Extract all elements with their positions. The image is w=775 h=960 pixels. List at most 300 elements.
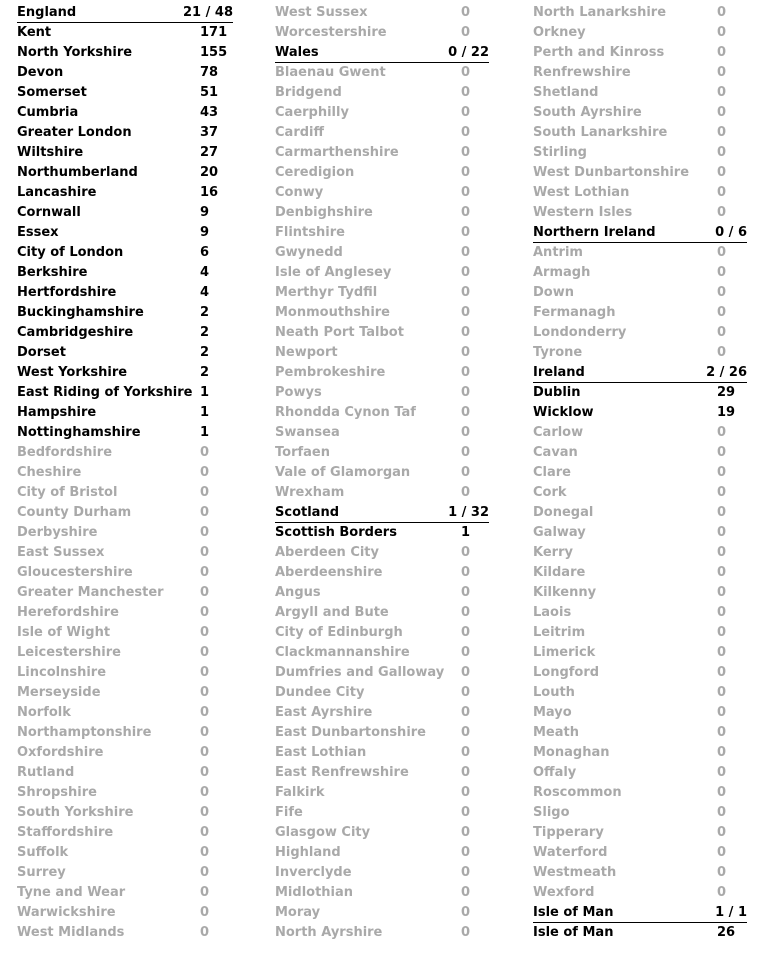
county-count: 0 (200, 445, 210, 460)
county-count: 0 (717, 425, 727, 440)
county-row (17, 803, 233, 823)
county-name: Northamptonshire (17, 725, 152, 740)
county-count: 0 (717, 305, 727, 320)
county-name: Kerry (533, 545, 573, 560)
county-row (17, 743, 233, 763)
county-row (533, 803, 747, 823)
county-count: 0 (461, 465, 471, 480)
county-count: 4 (200, 265, 210, 280)
county-row (275, 703, 489, 723)
county-count: 0 (717, 205, 727, 220)
county-row (17, 623, 233, 643)
county-row (533, 563, 747, 583)
region-column-2 (275, 3, 489, 943)
county-name: West Lothian (533, 185, 630, 200)
county-name: South Ayrshire (533, 105, 642, 120)
region-header-row (275, 43, 489, 63)
county-name: Flintshire (275, 225, 345, 240)
county-name: Warwickshire (17, 905, 116, 920)
county-name: Cheshire (17, 465, 82, 480)
county-name: City of Edinburgh (275, 625, 403, 640)
county-count: 9 (200, 225, 210, 240)
county-row (275, 483, 489, 503)
county-name: Cardiff (275, 125, 325, 140)
county-count: 0 (717, 865, 727, 880)
county-count: 0 (717, 525, 727, 540)
county-count: 0 (461, 785, 471, 800)
county-name: Leicestershire (17, 645, 121, 660)
county-name: Fife (275, 805, 303, 820)
county-row (275, 423, 489, 443)
region-total: 0 / 6 (715, 225, 747, 240)
county-count: 171 (200, 25, 228, 40)
county-name: East Sussex (17, 545, 105, 560)
county-name: Newport (275, 345, 338, 360)
county-row (533, 3, 747, 23)
county-row (275, 143, 489, 163)
county-row (275, 283, 489, 303)
county-name: Merseyside (17, 685, 101, 700)
county-name: Shropshire (17, 785, 97, 800)
county-name: Cambridgeshire (17, 325, 134, 340)
county-name: Isle of Man (533, 925, 614, 940)
county-name: East Dunbartonshire (275, 725, 426, 740)
county-row (17, 223, 233, 243)
county-row (533, 323, 747, 343)
region-total: 1 / 32 (448, 505, 489, 520)
county-count: 0 (461, 125, 471, 140)
county-row (533, 503, 747, 523)
county-row (275, 603, 489, 623)
county-count: 1 (200, 405, 210, 420)
county-name: East Lothian (275, 745, 367, 760)
county-name: Isle of Anglesey (275, 265, 392, 280)
county-row (275, 263, 489, 283)
county-name: Rhondda Cynon Taf (275, 405, 416, 420)
county-name: Glasgow City (275, 825, 371, 840)
county-count: 0 (461, 405, 471, 420)
county-count: 0 (461, 565, 471, 580)
county-row (275, 23, 489, 43)
county-name: Clare (533, 465, 571, 480)
county-count: 0 (461, 825, 471, 840)
county-row (275, 463, 489, 483)
county-count: 0 (461, 145, 471, 160)
county-name: Gloucestershire (17, 565, 133, 580)
region-total: 0 / 22 (448, 45, 489, 60)
county-name: Berkshire (17, 265, 88, 280)
county-count: 4 (200, 285, 210, 300)
county-count: 0 (200, 465, 210, 480)
county-name: Greater London (17, 125, 132, 140)
county-count: 2 (200, 345, 210, 360)
county-count: 0 (461, 65, 471, 80)
county-name: Offaly (533, 765, 577, 780)
county-row (275, 903, 489, 923)
county-count: 0 (461, 205, 471, 220)
region-total: 2 / 26 (706, 365, 747, 380)
county-row (17, 643, 233, 663)
county-count: 0 (461, 745, 471, 760)
county-row (275, 243, 489, 263)
county-row (533, 843, 747, 863)
county-count: 0 (461, 725, 471, 740)
county-count: 29 (717, 385, 736, 400)
county-name: Monmouthshire (275, 305, 391, 320)
county-name: Londonderry (533, 325, 627, 340)
region-total: 21 / 48 (183, 5, 233, 20)
county-count: 0 (461, 265, 471, 280)
county-row (275, 923, 489, 943)
county-row (17, 723, 233, 743)
county-row (17, 603, 233, 623)
county-name: Armagh (533, 265, 591, 280)
region-name: Wales (275, 45, 319, 60)
county-count: 0 (717, 625, 727, 640)
county-count: 6 (200, 245, 210, 260)
county-name: Inverclyde (275, 865, 352, 880)
county-count: 0 (717, 285, 727, 300)
county-row (275, 223, 489, 243)
county-count: 0 (200, 865, 210, 880)
county-row (17, 763, 233, 783)
county-name: Tyrone (533, 345, 583, 360)
county-count: 0 (200, 485, 210, 500)
county-count: 0 (200, 685, 210, 700)
county-count: 0 (461, 865, 471, 880)
county-row (275, 723, 489, 743)
county-row (275, 763, 489, 783)
county-row (17, 783, 233, 803)
county-count: 0 (200, 805, 210, 820)
county-count: 0 (461, 225, 471, 240)
county-name: Angus (275, 585, 321, 600)
county-row (275, 823, 489, 843)
county-count: 0 (461, 305, 471, 320)
county-row (17, 403, 233, 423)
region-name: Scotland (275, 505, 340, 520)
county-name: Leitrim (533, 625, 586, 640)
county-count: 0 (461, 105, 471, 120)
region-column-3 (533, 3, 747, 943)
county-count: 0 (200, 745, 210, 760)
county-row (17, 663, 233, 683)
county-count: 0 (200, 585, 210, 600)
county-row (533, 663, 747, 683)
county-row (275, 563, 489, 583)
county-row (533, 763, 747, 783)
county-count: 0 (200, 725, 210, 740)
county-name: Lincolnshire (17, 665, 107, 680)
county-row (17, 703, 233, 723)
county-count: 0 (717, 825, 727, 840)
county-row (275, 543, 489, 563)
county-row (533, 143, 747, 163)
county-row (17, 463, 233, 483)
county-name: Carlow (533, 425, 584, 440)
county-row (275, 523, 489, 543)
county-count: 9 (200, 205, 210, 220)
county-count: 0 (717, 685, 727, 700)
county-row (17, 303, 233, 323)
county-row (533, 703, 747, 723)
county-count: 0 (200, 885, 210, 900)
county-count: 0 (200, 505, 210, 520)
county-name: Dundee City (275, 685, 365, 700)
county-count: 1 (200, 385, 210, 400)
county-row (275, 843, 489, 863)
county-count: 0 (461, 85, 471, 100)
county-name: Norfolk (17, 705, 71, 720)
county-name: Shetland (533, 85, 599, 100)
county-name: Tyne and Wear (17, 885, 126, 900)
county-count: 0 (461, 645, 471, 660)
county-count: 2 (200, 365, 210, 380)
county-count: 0 (200, 625, 210, 640)
county-name: Highland (275, 845, 341, 860)
county-row (533, 623, 747, 643)
county-name: Somerset (17, 85, 87, 100)
county-count: 0 (461, 625, 471, 640)
county-row (17, 863, 233, 883)
region-header-row (533, 903, 747, 923)
county-row (17, 43, 233, 63)
county-count: 0 (717, 785, 727, 800)
county-row (17, 363, 233, 383)
county-row (533, 583, 747, 603)
county-row (17, 143, 233, 163)
county-name: Roscommon (533, 785, 622, 800)
county-row (533, 743, 747, 763)
county-name: Cork (533, 485, 567, 500)
county-count: 0 (200, 905, 210, 920)
county-name: Rutland (17, 765, 75, 780)
county-count: 0 (461, 365, 471, 380)
county-name: Merthyr Tydfil (275, 285, 378, 300)
county-count: 0 (461, 705, 471, 720)
county-name: Gwynedd (275, 245, 343, 260)
county-row (275, 63, 489, 83)
county-row (275, 203, 489, 223)
county-count: 0 (461, 605, 471, 620)
county-count: 0 (717, 705, 727, 720)
county-row (275, 883, 489, 903)
county-count: 0 (461, 185, 471, 200)
county-name: Wexford (533, 885, 595, 900)
region-total: 1 / 1 (715, 905, 747, 920)
county-count: 0 (200, 645, 210, 660)
county-row (275, 643, 489, 663)
county-name: Essex (17, 225, 59, 240)
county-name: Dorset (17, 345, 66, 360)
county-row (533, 483, 747, 503)
county-row (17, 923, 233, 943)
county-name: Mayo (533, 705, 572, 720)
county-count: 0 (461, 285, 471, 300)
county-row (533, 783, 747, 803)
county-name: Wiltshire (17, 145, 84, 160)
county-row (17, 483, 233, 503)
county-count: 0 (461, 805, 471, 820)
county-count: 0 (200, 925, 210, 940)
county-name: Scottish Borders (275, 525, 397, 540)
county-count: 0 (200, 825, 210, 840)
county-count: 0 (717, 545, 727, 560)
county-name: Perth and Kinross (533, 45, 665, 60)
region-header-row (275, 503, 489, 523)
county-name: Aberdeen City (275, 545, 379, 560)
county-count: 0 (461, 765, 471, 780)
county-name: City of Bristol (17, 485, 118, 500)
county-count: 0 (717, 725, 727, 740)
county-name: Buckinghamshire (17, 305, 144, 320)
county-count: 0 (717, 345, 727, 360)
county-row (275, 443, 489, 463)
county-row (275, 343, 489, 363)
county-count: 0 (717, 5, 727, 20)
county-count: 0 (461, 585, 471, 600)
county-count: 0 (461, 665, 471, 680)
county-count: 0 (717, 325, 727, 340)
county-name: Powys (275, 385, 322, 400)
county-count: 0 (200, 605, 210, 620)
county-row (533, 443, 747, 463)
county-name: Wrexham (275, 485, 345, 500)
county-count: 0 (717, 465, 727, 480)
county-name: Cumbria (17, 105, 79, 120)
county-name: Bedfordshire (17, 445, 113, 460)
county-name: Worcestershire (275, 25, 387, 40)
county-count: 20 (200, 165, 219, 180)
region-column-1 (17, 3, 233, 943)
county-count: 0 (461, 905, 471, 920)
county-name: Stirling (533, 145, 587, 160)
county-row (533, 343, 747, 363)
county-name: Neath Port Talbot (275, 325, 404, 340)
county-row (17, 423, 233, 443)
county-name: Devon (17, 65, 64, 80)
county-name: East Riding of Yorkshire (17, 385, 193, 400)
county-row (533, 203, 747, 223)
county-count: 0 (461, 165, 471, 180)
region-header-row (533, 223, 747, 243)
county-name: Kilkenny (533, 585, 597, 600)
county-count: 0 (200, 785, 210, 800)
region-name: Northern Ireland (533, 225, 656, 240)
county-count: 43 (200, 105, 219, 120)
county-row (275, 323, 489, 343)
county-name: Meath (533, 725, 579, 740)
county-name: Longford (533, 665, 600, 680)
county-row (275, 623, 489, 643)
county-count: 0 (717, 665, 727, 680)
county-row (17, 823, 233, 843)
county-name: Ceredigion (275, 165, 355, 180)
county-row (17, 263, 233, 283)
county-name: Laois (533, 605, 572, 620)
county-name: West Sussex (275, 5, 368, 20)
county-row (17, 343, 233, 363)
county-row (533, 103, 747, 123)
county-name: Westmeath (533, 865, 617, 880)
county-name: Hampshire (17, 405, 97, 420)
county-row (533, 603, 747, 623)
county-row (533, 463, 747, 483)
county-name: Greater Manchester (17, 585, 164, 600)
county-row (17, 283, 233, 303)
county-name: Galway (533, 525, 586, 540)
county-count: 16 (200, 185, 219, 200)
county-name: Blaenau Gwent (275, 65, 386, 80)
county-name: Caerphilly (275, 105, 349, 120)
county-name: South Lanarkshire (533, 125, 668, 140)
county-row (533, 43, 747, 63)
county-name: Denbighshire (275, 205, 373, 220)
county-count: 0 (461, 925, 471, 940)
county-row (17, 683, 233, 703)
county-count: 0 (717, 265, 727, 280)
county-count: 0 (717, 65, 727, 80)
county-name: North Ayrshire (275, 925, 383, 940)
county-name: North Yorkshire (17, 45, 133, 60)
county-row (533, 523, 747, 543)
county-row (533, 283, 747, 303)
county-count: 0 (717, 605, 727, 620)
county-count: 0 (461, 845, 471, 860)
county-name: Staffordshire (17, 825, 114, 840)
county-row (275, 663, 489, 683)
county-row (533, 263, 747, 283)
county-row (533, 63, 747, 83)
county-name: Nottinghamshire (17, 425, 141, 440)
county-name: City of London (17, 245, 124, 260)
county-row (17, 163, 233, 183)
county-name: Dublin (533, 385, 581, 400)
county-row (17, 543, 233, 563)
county-count: 1 (461, 525, 471, 540)
county-row (275, 103, 489, 123)
county-row (533, 303, 747, 323)
county-row (275, 123, 489, 143)
county-count: 0 (717, 565, 727, 580)
county-count: 0 (717, 485, 727, 500)
county-name: Isle of Wight (17, 625, 111, 640)
county-name: Oxfordshire (17, 745, 104, 760)
county-name: Midlothian (275, 885, 354, 900)
county-name: Orkney (533, 25, 586, 40)
county-name: Limerick (533, 645, 596, 660)
county-name: Carmarthenshire (275, 145, 399, 160)
county-count: 0 (717, 85, 727, 100)
county-count: 0 (717, 165, 727, 180)
county-name: Northumberland (17, 165, 138, 180)
county-count: 0 (717, 245, 727, 260)
county-name: Pembrokeshire (275, 365, 386, 380)
county-name: Torfaen (275, 445, 330, 460)
county-count: 0 (717, 765, 727, 780)
county-row (533, 243, 747, 263)
county-count: 0 (200, 765, 210, 780)
county-name: Suffolk (17, 845, 69, 860)
county-count: 0 (717, 445, 727, 460)
county-row (17, 243, 233, 263)
county-name: Wicklow (533, 405, 594, 420)
county-name: Derbyshire (17, 525, 98, 540)
county-count: 0 (717, 185, 727, 200)
county-count: 0 (717, 105, 727, 120)
county-name: Vale of Glamorgan (275, 465, 411, 480)
county-row (275, 163, 489, 183)
